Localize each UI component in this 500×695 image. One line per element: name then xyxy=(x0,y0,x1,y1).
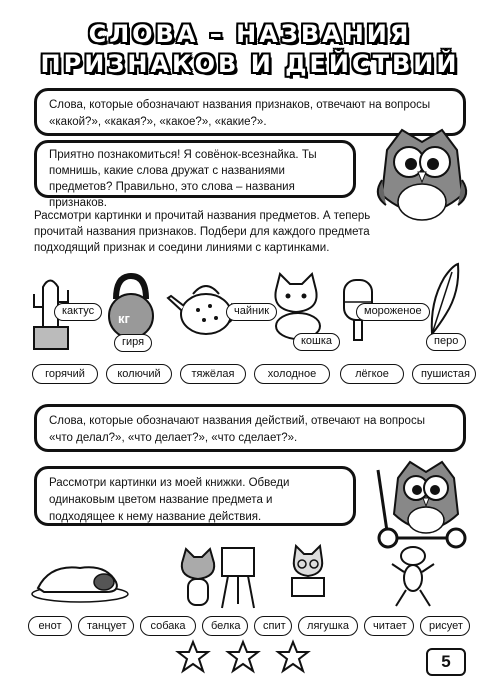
attribute-word[interactable]: тяжёлая xyxy=(180,364,246,384)
object-label-cactus: кактус xyxy=(54,303,102,321)
rule-attributes-text: Слова, которые обозначают названия признаков, отвечают на вопросы «какой?», «какая?», «какое?», «какие?». xyxy=(49,99,431,128)
task-actions-bubble xyxy=(34,466,356,526)
action-word[interactable]: танцует xyxy=(78,616,134,636)
attribute-word[interactable]: лёгкое xyxy=(340,364,404,384)
action-word[interactable]: читает xyxy=(364,616,414,636)
owl-icon xyxy=(372,120,472,230)
object-label-teapot: чайник xyxy=(226,303,277,321)
squirrel-icon xyxy=(286,544,330,610)
owl-speech-bubble xyxy=(34,140,356,209)
action-word[interactable]: белка xyxy=(202,616,248,636)
object-label-ice-cream: мороженое xyxy=(356,303,430,321)
rule-actions-text: Слова, которые обозначают названия действий, отвечают на вопросы «что делал?», «что делает?», «что сделает?». xyxy=(49,415,425,444)
owl-icon xyxy=(386,454,466,544)
attribute-word[interactable]: колючий xyxy=(106,364,172,384)
action-word[interactable]: собака xyxy=(140,616,196,636)
object-label-feather: перо xyxy=(426,333,466,351)
cat-icon xyxy=(266,270,326,340)
attribute-word[interactable]: горячий xyxy=(32,364,98,384)
action-word[interactable]: лягушка xyxy=(298,616,358,636)
page-number: 5 xyxy=(426,648,466,676)
attribute-word[interactable]: холодное xyxy=(254,364,330,384)
easel-icon xyxy=(218,544,258,610)
star-icon xyxy=(226,640,260,674)
star-icon xyxy=(276,640,310,674)
kettlebell-mark: кг xyxy=(118,311,130,326)
dog-icon xyxy=(30,548,130,604)
action-word[interactable]: рисует xyxy=(420,616,470,636)
object-label-cat: кошка xyxy=(293,333,340,351)
task-attributes-text: Рассмотри картинки и прочитай названия предметов. А теперь прочитай названия признаков. Подбери для каждого предмета подходящий признак и соедини линиями с картинками. xyxy=(34,210,371,254)
action-word[interactable]: енот xyxy=(28,616,72,636)
raccoon-icon xyxy=(176,545,220,609)
action-word[interactable]: спит xyxy=(254,616,292,636)
owl-speech-text: Приятно познакомиться! Я совёнок-всезнайка. Ты помнишь, какие слова дружат с названиями предметов? Правильно, это слова – названия признаков. xyxy=(49,149,317,209)
rule-actions-box xyxy=(34,404,466,452)
kettlebell-icon xyxy=(104,274,158,340)
attribute-word[interactable]: пушистая xyxy=(412,364,476,384)
page-title: СЛОВА – НАЗВАНИЯ xyxy=(88,20,412,48)
task-actions-text: Рассмотри картинки из моей книжки. Обведи одинаковым цветом название предмета и подходящее к нему название действия. xyxy=(49,477,290,523)
frog-icon xyxy=(388,542,438,610)
page-subtitle: ПРИЗНАКОВ И ДЕЙСТВИЙ xyxy=(40,50,460,78)
object-label-kettlebell: гиря xyxy=(114,334,152,352)
star-icon xyxy=(176,640,210,674)
feather-icon xyxy=(426,262,462,338)
